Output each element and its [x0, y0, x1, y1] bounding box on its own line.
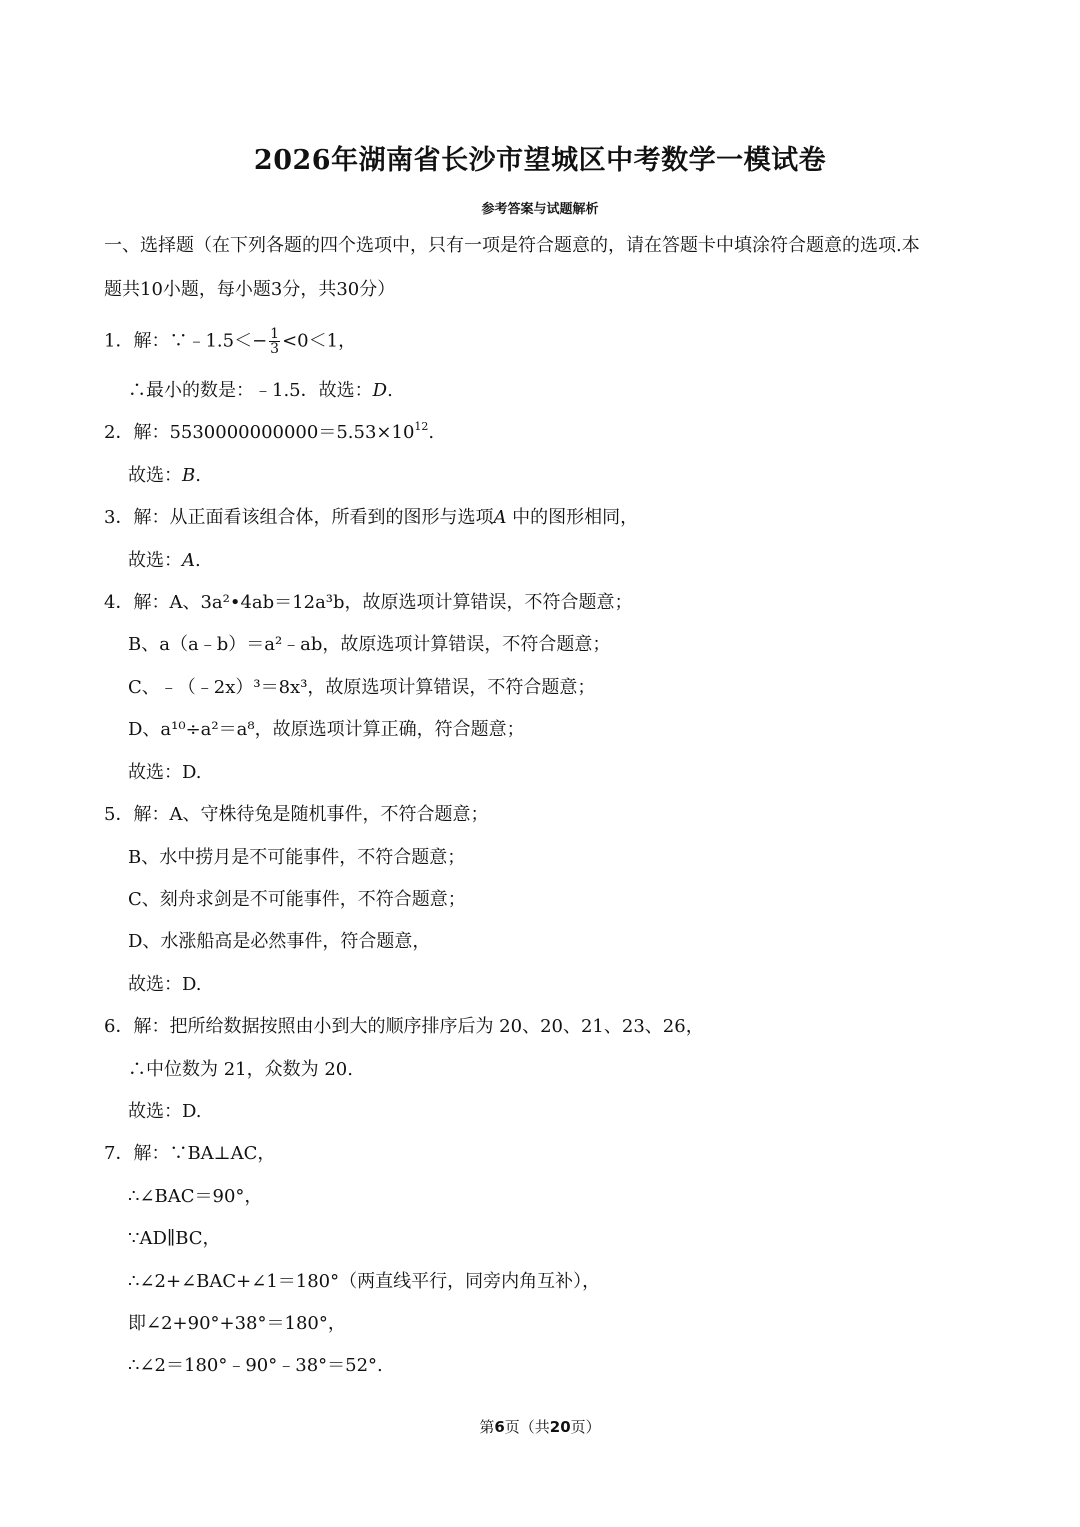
period: .: [195, 550, 201, 571]
page-subtitle: 参考答案与试题解析: [481, 202, 599, 217]
answer-5-line-a: 5．解：A、守株待兔是随机事件，不符合题意；: [104, 804, 489, 825]
answer-3-text-a: 3．解：从正面看该组合体，所看到的图形与选项: [104, 507, 494, 528]
answer-2-line1: [104, 420, 434, 446]
footer-suffix: 页）: [570, 1418, 601, 1436]
fraction-numerator: 1: [270, 326, 280, 342]
answer-3-choose-label: 故选：: [128, 550, 182, 571]
answer-1-line1: [104, 327, 356, 356]
answer-6-line2: ∴中位数为 21，众数为 20.: [128, 1059, 353, 1080]
answer-2-line2: [128, 463, 201, 489]
answer-1-line2: [128, 378, 393, 404]
answer-3-option: A: [493, 507, 507, 528]
answer-7-line2: ∴∠BAC＝90°，: [128, 1186, 263, 1207]
answer-6-choice: 故选：D.: [128, 1101, 202, 1122]
answer-2-exponent: 12: [414, 420, 429, 433]
answer-5-line-b: B、水中捞月是不可能事件，不符合题意；: [128, 847, 466, 868]
period: .: [428, 422, 435, 443]
footer-mid: 页（共: [504, 1418, 550, 1436]
answer-4-line-d: D、a¹⁰÷a²＝a⁸，故原选项计算正确，符合题意；: [128, 719, 525, 740]
period: .: [195, 465, 201, 486]
page-footer: [0, 1416, 1080, 1437]
answer-3-line1: [104, 505, 638, 531]
answer-7-line5: 即∠2+90°+38°＝180°，: [128, 1313, 346, 1334]
answer-4-line-b: B、a（a﹣b）＝a²﹣ab，故原选项计算错误，不符合题意；: [128, 634, 611, 655]
footer-page-number: 6: [494, 1418, 505, 1436]
answer-4-line-c: C、﹣（﹣2x）³＝8x³，故原选项计算错误，不符合题意；: [128, 677, 596, 698]
answer-2-choice: B: [182, 465, 196, 486]
section-heading-line1: 一、选择题（在下列各题的四个选项中，只有一项是符合题意的，请在答题卡中填涂符合题意的选项.本: [104, 235, 920, 256]
section-heading-line2: 题共10小题，每小题3分，共30分）: [104, 279, 396, 300]
answer-5-line-d: D、水涨船高是必然事件，符合题意，: [128, 931, 431, 952]
answer-5-choice: 故选：D.: [128, 974, 202, 995]
answer-1-conclusion: ∴最小的数是：﹣1.5．故选：: [128, 380, 373, 401]
answer-7-line6: ∴∠2＝180°﹣90°﹣38°＝52°.: [128, 1355, 383, 1376]
answer-4-choice: 故选：D.: [128, 762, 202, 783]
footer-total-pages: 20: [549, 1418, 571, 1436]
answer-4-line-a: 4．解：A、3a²•4ab＝12a³b，故原选项计算错误，不符合题意；: [104, 592, 633, 613]
fraction-one-third: [269, 327, 280, 356]
answer-7-line1: 7．解：∵BA⊥AC，: [104, 1143, 276, 1164]
period: .: [387, 380, 393, 401]
answer-7-line4: ∴∠2+∠BAC+∠1＝180°（两直线平行，同旁内角互补），: [128, 1271, 601, 1292]
fraction-denominator: 3: [270, 341, 280, 357]
answer-1-text-a: 1．解：∵﹣1.5＜−: [104, 330, 268, 352]
answer-3-choice: A: [182, 550, 195, 571]
answer-1-choice: D: [372, 380, 388, 401]
answer-5-line-c: C、刻舟求剑是不可能事件，不符合题意；: [128, 889, 466, 910]
answer-1-text-b: <0＜1，: [282, 330, 357, 352]
answer-3-text-b: 中的图形相同，: [506, 507, 639, 528]
answer-3-line2: [128, 548, 201, 574]
answer-7-line3: ∵AD∥BC，: [128, 1228, 221, 1249]
answer-2-text-a: 2．解：5530000000000＝5.53×10: [104, 422, 415, 443]
page-title: 2026年湖南省长沙市望城区中考数学一模试卷: [253, 145, 827, 176]
footer-prefix: 第: [479, 1418, 495, 1436]
answer-2-choose-label: 故选：: [128, 465, 182, 486]
answer-6-line1: 6．解：把所给数据按照由小到大的顺序排序后为 20、20、21、23、26，: [104, 1016, 704, 1037]
